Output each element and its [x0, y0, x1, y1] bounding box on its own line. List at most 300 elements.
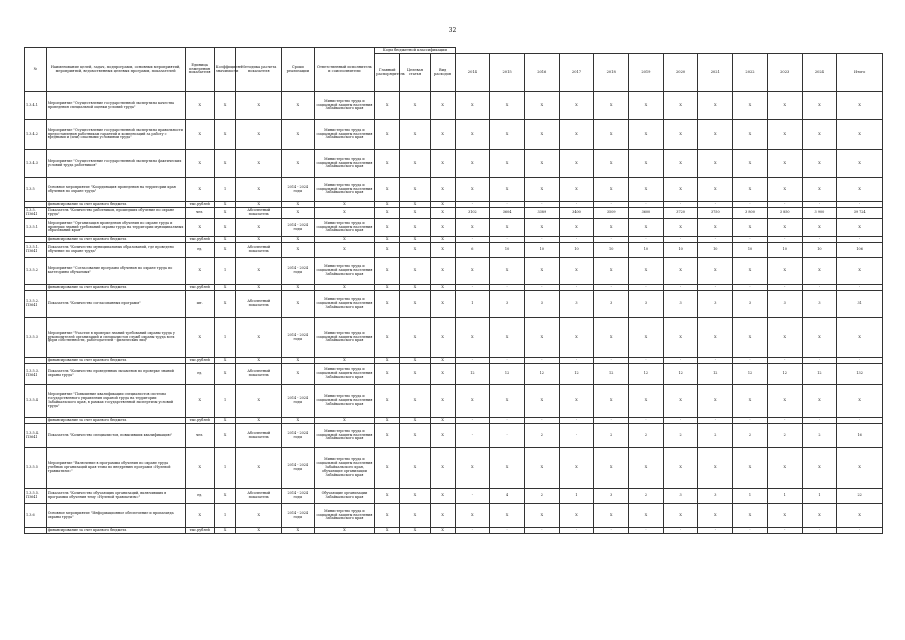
- cell-period: Х: [282, 208, 315, 219]
- cell-chief: Х: [375, 92, 400, 120]
- cell-year-value: Х: [733, 258, 768, 285]
- cell-target: Х: [400, 385, 430, 418]
- cell-exp: Х: [430, 318, 455, 358]
- table-row: [25, 243, 883, 258]
- cell-responsible: Министерство труда и социальной защиты населения Забайкальского края: [314, 120, 375, 150]
- cell-year-value: 3102: [455, 208, 490, 219]
- cell-year-value: Х: [455, 92, 490, 120]
- cell-chief: Х: [375, 385, 400, 418]
- cell-unit: Х: [185, 504, 214, 528]
- cell-coef: Х: [214, 418, 236, 424]
- cell-year-value: Х: [767, 318, 802, 358]
- cell-year-value: Х: [559, 178, 594, 202]
- cell-coef: Х: [214, 219, 236, 237]
- cell-year-value: -: [524, 418, 559, 424]
- cell-year-value: 3: [698, 489, 733, 504]
- cell-year-value: -: [490, 237, 525, 243]
- cell-exp: Х: [430, 258, 455, 285]
- cell-year-value: 12: [698, 364, 733, 385]
- cell-year-value: 12: [767, 364, 802, 385]
- cell-year-value: -: [490, 424, 525, 448]
- cell-chief: Х: [375, 364, 400, 385]
- cell-year-value: Х: [559, 92, 594, 120]
- cell-unit: Х: [185, 219, 214, 237]
- cell-year-value: Х: [594, 150, 629, 178]
- cell-year-value: -: [698, 202, 733, 208]
- cell-total: -: [837, 202, 883, 208]
- cell-year-value: -: [802, 202, 837, 208]
- cell-method: Х: [236, 285, 282, 291]
- cell-year-value: -: [594, 528, 629, 534]
- cell-year-value: Х: [559, 258, 594, 285]
- cell-number: 1.3.5.1: [25, 219, 47, 237]
- header-year: 2023: [767, 54, 802, 92]
- header-period: Сроки реализации: [282, 48, 315, 92]
- cell-total: 31: [837, 291, 883, 318]
- cell-unit: Х: [185, 385, 214, 418]
- cell-method: Абсолютный показатель: [236, 208, 282, 219]
- cell-year-value: Х: [733, 150, 768, 178]
- cell-year-value: 3389: [524, 208, 559, 219]
- cell-year-value: -: [733, 202, 768, 208]
- cell-year-value: -: [629, 418, 664, 424]
- table-row: [25, 208, 883, 219]
- cell-year-value: Х: [802, 150, 837, 178]
- cell-name: Показатель "Количество муниципальных образований, где проведено обучение по охране труда": [46, 243, 185, 258]
- cell-chief: Х: [375, 243, 400, 258]
- cell-year-value: 2: [594, 424, 629, 448]
- cell-year-value: 10: [698, 243, 733, 258]
- cell-year-value: 3509: [594, 208, 629, 219]
- cell-responsible: Министерство труда и социальной защиты населения Забайкальского края: [314, 92, 375, 120]
- cell-year-value: -: [490, 418, 525, 424]
- cell-total: -: [837, 237, 883, 243]
- cell-number: 1.3.4.3: [25, 150, 47, 178]
- table-row: [25, 291, 883, 318]
- cell-year-value: Х: [767, 385, 802, 418]
- cell-year-value: -: [559, 424, 594, 448]
- cell-unit: Х: [185, 318, 214, 358]
- table-row: [25, 385, 883, 418]
- cell-coef: Х: [214, 489, 236, 504]
- cell-target: Х: [400, 364, 430, 385]
- cell-year-value: Х: [802, 219, 837, 237]
- cell-method: Х: [236, 318, 282, 358]
- cell-year-value: 10: [490, 243, 525, 258]
- cell-year-value: Х: [629, 448, 664, 489]
- cell-chief: Х: [375, 258, 400, 285]
- cell-year-value: -: [767, 358, 802, 364]
- cell-unit: Х: [185, 258, 214, 285]
- table-row: [25, 120, 883, 150]
- cell-year-value: 2: [524, 489, 559, 504]
- cell-exp: Х: [430, 448, 455, 489]
- cell-target: Х: [400, 219, 430, 237]
- cell-year-value: -: [455, 528, 490, 534]
- cell-responsible: Х: [314, 528, 375, 534]
- cell-year-value: -: [490, 358, 525, 364]
- cell-exp: Х: [430, 208, 455, 219]
- cell-chief: Х: [375, 318, 400, 358]
- cell-year-value: -: [455, 489, 490, 504]
- header-responsible: Ответственный исполнитель и соисполнители: [314, 48, 375, 92]
- cell-year-value: Х: [490, 178, 525, 202]
- cell-year-value: Х: [490, 258, 525, 285]
- cell-chief: Х: [375, 237, 400, 243]
- cell-target: Х: [400, 418, 430, 424]
- cell-unit: чел.: [185, 424, 214, 448]
- cell-year-value: 3: [559, 291, 594, 318]
- cell-unit: шт.: [185, 291, 214, 318]
- cell-unit: ед.: [185, 489, 214, 504]
- cell-year-value: -: [698, 358, 733, 364]
- cell-year-value: 10: [663, 243, 698, 258]
- cell-year-value: 1: [559, 489, 594, 504]
- header-total: Итого: [837, 54, 883, 92]
- cell-total: 106: [837, 243, 883, 258]
- cell-year-value: -: [802, 528, 837, 534]
- cell-name: Мероприятие "Согласование программ обучения по охране труда по категориям обучаемых": [46, 258, 185, 285]
- cell-year-value: -: [733, 528, 768, 534]
- cell-exp: Х: [430, 358, 455, 364]
- cell-year-value: Х: [629, 385, 664, 418]
- cell-target: Х: [400, 178, 430, 202]
- cell-year-value: Х: [524, 150, 559, 178]
- cell-year-value: Х: [767, 504, 802, 528]
- cell-period: Х: [282, 528, 315, 534]
- cell-year-value: Х: [455, 385, 490, 418]
- cell-year-value: -: [802, 418, 837, 424]
- cell-year-value: Х: [698, 178, 733, 202]
- cell-year-value: -: [455, 202, 490, 208]
- cell-year-value: Х: [524, 318, 559, 358]
- cell-responsible: Министерство труда и социальной защиты населения Забайкальского края: [314, 318, 375, 358]
- cell-year-value: 3600: [629, 208, 664, 219]
- cell-name: Основное мероприятие "Координация проведения на территории края обучения по охране труда": [46, 178, 185, 202]
- cell-unit: Х: [185, 92, 214, 120]
- cell-period: Х: [282, 291, 315, 318]
- cell-total: -: [837, 358, 883, 364]
- cell-year-value: 1: [455, 291, 490, 318]
- cell-year-value: Х: [455, 120, 490, 150]
- cell-coef: Х: [214, 120, 236, 150]
- cell-year-value: Х: [455, 504, 490, 528]
- cell-target: Х: [400, 237, 430, 243]
- cell-year-value: Х: [490, 448, 525, 489]
- cell-year-value: Х: [559, 150, 594, 178]
- cell-year-value: 12: [559, 364, 594, 385]
- cell-year-value: 3: [629, 291, 664, 318]
- cell-unit: Х: [185, 150, 214, 178]
- cell-number: 1.3.6: [25, 504, 47, 528]
- cell-year-value: Х: [490, 92, 525, 120]
- cell-method: Х: [236, 258, 282, 285]
- cell-year-value: Х: [629, 178, 664, 202]
- header-year: 2014: [455, 54, 490, 92]
- cell-responsible: Х: [314, 358, 375, 364]
- cell-year-value: Х: [629, 258, 664, 285]
- cell-name: Показатель "Количество согласованных программ": [46, 291, 185, 318]
- cell-year-value: Х: [802, 504, 837, 528]
- table-body: [25, 92, 883, 534]
- cell-coef: Х: [214, 92, 236, 120]
- cell-year-value: 12: [594, 364, 629, 385]
- cell-responsible: Министерство труда и социальной защиты населения Забайкальского края: [314, 424, 375, 448]
- cell-year-value: Х: [594, 318, 629, 358]
- cell-number: 1.3.5.1. ПЗ641: [25, 243, 47, 258]
- cell-period: Х: [282, 150, 315, 178]
- cell-exp: Х: [430, 489, 455, 504]
- cell-number: 1.3.5.3. ПЗ641: [25, 364, 47, 385]
- cell-year-value: Х: [767, 219, 802, 237]
- cell-year-value: -: [524, 202, 559, 208]
- cell-target: Х: [400, 208, 430, 219]
- page-number: 32: [448, 27, 457, 34]
- cell-year-value: Х: [524, 219, 559, 237]
- cell-year-value: 1: [802, 489, 837, 504]
- cell-total: Х: [837, 258, 883, 285]
- header-method: Методика расчета показателя: [236, 48, 282, 92]
- cell-total: Х: [837, 178, 883, 202]
- cell-year-value: 10: [802, 243, 837, 258]
- cell-year-value: Х: [802, 178, 837, 202]
- cell-year-value: Х: [698, 120, 733, 150]
- table-row: [25, 92, 883, 120]
- cell-method: Х: [236, 150, 282, 178]
- cell-year-value: -: [559, 237, 594, 243]
- cell-year-value: Х: [524, 504, 559, 528]
- cell-number: 1.3.5.4: [25, 385, 47, 418]
- cell-year-value: 10: [559, 243, 594, 258]
- cell-unit: Х: [185, 448, 214, 489]
- cell-year-value: 2: [663, 424, 698, 448]
- cell-period: 2014 - 2024 годы: [282, 448, 315, 489]
- table-row: [25, 528, 883, 534]
- cell-chief: Х: [375, 178, 400, 202]
- cell-year-value: -: [524, 237, 559, 243]
- cell-year-value: 2: [629, 489, 664, 504]
- cell-year-value: Х: [733, 448, 768, 489]
- header-exp: Вид расходов: [430, 54, 455, 92]
- cell-year-value: Х: [490, 120, 525, 150]
- table-row: [25, 178, 883, 202]
- cell-year-value: -: [663, 418, 698, 424]
- cell-unit: тыс.рублей: [185, 202, 214, 208]
- cell-year-value: -: [455, 237, 490, 243]
- cell-year-value: -: [594, 237, 629, 243]
- table-row: [25, 219, 883, 237]
- cell-year-value: -: [733, 285, 768, 291]
- cell-unit: ед.: [185, 364, 214, 385]
- cell-year-value: -: [629, 237, 664, 243]
- cell-year-value: -: [629, 358, 664, 364]
- cell-year-value: Х: [663, 504, 698, 528]
- cell-exp: Х: [430, 291, 455, 318]
- cell-year-value: 3: [490, 291, 525, 318]
- cell-year-value: Х: [455, 318, 490, 358]
- cell-year-value: 2: [524, 424, 559, 448]
- cell-coef: Х: [214, 358, 236, 364]
- cell-exp: Х: [430, 418, 455, 424]
- cell-name: Показатель "Количество проведенных экзаменов по проверке знаний охраны труда": [46, 364, 185, 385]
- cell-year-value: Х: [559, 504, 594, 528]
- cell-period: Х: [282, 120, 315, 150]
- header-year: 2018: [594, 54, 629, 92]
- cell-year-value: -: [559, 202, 594, 208]
- cell-name: финансирование за счет краевого бюджета: [46, 237, 185, 243]
- cell-year-value: Х: [802, 448, 837, 489]
- cell-year-value: 3: [524, 291, 559, 318]
- cell-year-value: 1: [767, 489, 802, 504]
- cell-responsible: Министерство труда и социальной защиты населения Забайкальского края: [314, 504, 375, 528]
- cell-target: Х: [400, 489, 430, 504]
- cell-period: Х: [282, 285, 315, 291]
- cell-year-value: 3: [767, 291, 802, 318]
- cell-target: Х: [400, 448, 430, 489]
- cell-name: Показатель "Количество специалистов, повысивших квалификацию": [46, 424, 185, 448]
- cell-year-value: -: [455, 285, 490, 291]
- cell-year-value: Х: [733, 120, 768, 150]
- cell-exp: Х: [430, 424, 455, 448]
- cell-year-value: Х: [663, 150, 698, 178]
- cell-name: Мероприятие "Организация проведения обучения по охране труда и проверки знаний требований охраны труда на территории муниципальных образований края": [46, 219, 185, 237]
- cell-exp: Х: [430, 150, 455, 178]
- cell-number: 1.3.5.2: [25, 258, 47, 285]
- cell-year-value: Х: [767, 92, 802, 120]
- cell-target: Х: [400, 528, 430, 534]
- cell-target: Х: [400, 243, 430, 258]
- cell-name: Показатель "Количество работников, прошедших обучение по охране труда": [46, 208, 185, 219]
- cell-unit: тыс.рублей: [185, 418, 214, 424]
- cell-year-value: 3720: [663, 208, 698, 219]
- cell-year-value: -: [663, 285, 698, 291]
- cell-period: 2014 - 2024 годы: [282, 219, 315, 237]
- cell-period: 2014 - 2024 годы: [282, 489, 315, 504]
- cell-year-value: 3604: [490, 208, 525, 219]
- cell-year-value: 6: [455, 243, 490, 258]
- cell-year-value: Х: [490, 219, 525, 237]
- cell-year-value: 3750: [698, 208, 733, 219]
- cell-chief: Х: [375, 120, 400, 150]
- cell-number: 1.3.4.2: [25, 120, 47, 150]
- cell-year-value: Х: [524, 178, 559, 202]
- cell-year-value: Х: [629, 92, 664, 120]
- cell-year-value: 3: [802, 291, 837, 318]
- cell-chief: Х: [375, 219, 400, 237]
- cell-name: Мероприятие "Повышение квалификации специалистов системы государственного управления охраной труда на территории Забайкальского края, в рамках государственной экспертизы условий труда": [46, 385, 185, 418]
- cell-year-value: 3: [663, 489, 698, 504]
- cell-period: 2014 - 2024 годы: [282, 385, 315, 418]
- cell-year-value: 10: [524, 243, 559, 258]
- cell-year-value: Х: [455, 150, 490, 178]
- cell-method: Абсолютный показатель: [236, 291, 282, 318]
- cell-year-value: Х: [594, 385, 629, 418]
- cell-name: финансирование за счет краевого бюджета: [46, 202, 185, 208]
- header-chief: Главный распорядитель: [375, 54, 400, 92]
- cell-year-value: 3: [594, 291, 629, 318]
- cell-year-value: Х: [802, 258, 837, 285]
- cell-total: Х: [837, 318, 883, 358]
- cell-year-value: -: [698, 285, 733, 291]
- cell-exp: Х: [430, 120, 455, 150]
- cell-year-value: Х: [559, 318, 594, 358]
- cell-total: 132: [837, 364, 883, 385]
- cell-coef: 1: [214, 178, 236, 202]
- cell-year-value: -: [663, 237, 698, 243]
- cell-chief: Х: [375, 504, 400, 528]
- cell-number: 1.3.5.5. ПЗ641: [25, 489, 47, 504]
- cell-responsible: Обучающие организации Забайкальского края: [314, 489, 375, 504]
- cell-year-value: -: [802, 237, 837, 243]
- cell-target: Х: [400, 92, 430, 120]
- cell-target: Х: [400, 202, 430, 208]
- cell-target: Х: [400, 318, 430, 358]
- cell-year-value: -: [594, 418, 629, 424]
- cell-year-value: Х: [663, 92, 698, 120]
- cell-responsible: Х: [314, 202, 375, 208]
- cell-year-value: Х: [490, 150, 525, 178]
- cell-year-value: -: [767, 418, 802, 424]
- cell-period: Х: [282, 92, 315, 120]
- cell-method: Абсолютный показатель: [236, 243, 282, 258]
- cell-name: финансирование за счет краевого бюджета: [46, 285, 185, 291]
- cell-method: Абсолютный показатель: [236, 489, 282, 504]
- cell-year-value: Х: [663, 120, 698, 150]
- cell-coef: Х: [214, 291, 236, 318]
- header-year: 2024: [802, 54, 837, 92]
- cell-year-value: Х: [802, 120, 837, 150]
- cell-coef: Х: [214, 243, 236, 258]
- cell-exp: Х: [430, 92, 455, 120]
- cell-coef: Х: [214, 364, 236, 385]
- cell-year-value: Х: [490, 318, 525, 358]
- cell-year-value: Х: [733, 92, 768, 120]
- cell-year-value: Х: [767, 258, 802, 285]
- cell-coef: Х: [214, 424, 236, 448]
- cell-year-value: -: [455, 424, 490, 448]
- cell-responsible: Х: [314, 237, 375, 243]
- cell-method: Х: [236, 528, 282, 534]
- cell-year-value: 3 800: [733, 208, 768, 219]
- cell-year-value: Х: [594, 504, 629, 528]
- cell-coef: 1: [214, 504, 236, 528]
- cell-name: финансирование за счет краевого бюджета: [46, 528, 185, 534]
- cell-total: Х: [837, 150, 883, 178]
- header-budget-codes: Коды бюджетной классификации: [375, 48, 455, 54]
- table-row: [25, 364, 883, 385]
- cell-year-value: Х: [698, 318, 733, 358]
- table-row: [25, 424, 883, 448]
- cell-year-value: Х: [559, 385, 594, 418]
- cell-year-value: 12: [524, 364, 559, 385]
- cell-responsible: Министерство труда и социальной защиты населения Забайкальского края: [314, 364, 375, 385]
- cell-year-value: 10: [767, 243, 802, 258]
- cell-year-value: Х: [767, 178, 802, 202]
- cell-year-value: -: [767, 202, 802, 208]
- cell-year-value: Х: [629, 120, 664, 150]
- header-year: 2015: [490, 54, 525, 92]
- cell-year-value: Х: [663, 219, 698, 237]
- cell-year-value: Х: [629, 150, 664, 178]
- cell-year-value: 2: [767, 424, 802, 448]
- header-no: №: [25, 48, 47, 92]
- program-table: [24, 47, 883, 534]
- cell-exp: Х: [430, 285, 455, 291]
- cell-year-value: Х: [455, 178, 490, 202]
- cell-coef: 1: [214, 385, 236, 418]
- cell-responsible: Министерство труда и социальной защиты населения Забайкальского края: [314, 291, 375, 318]
- cell-period: Х: [282, 202, 315, 208]
